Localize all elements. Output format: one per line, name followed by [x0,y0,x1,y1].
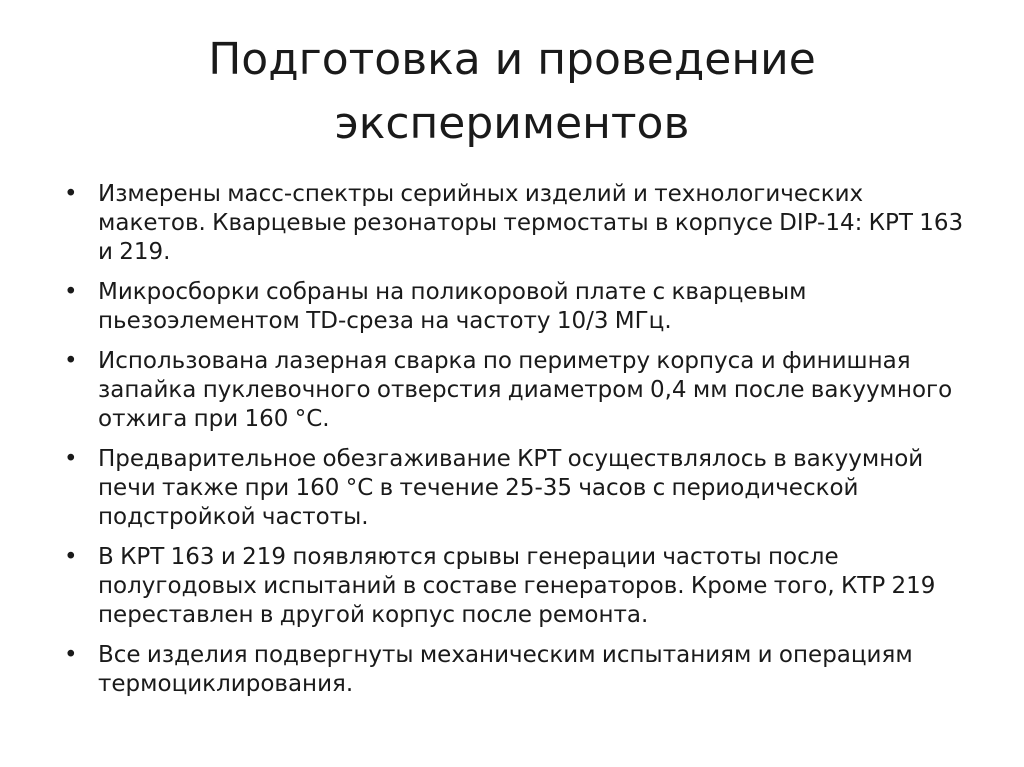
bullet-text: Все изделия подвергнуты механическим испытаниям и операциям термоциклирования. [98,642,913,697]
bullet-item [64,445,964,532]
slide-title-line-2: экспериментов [334,98,690,149]
bullet-text: Предварительное обезгаживание КРТ осуществлялось в вакуумной печи также при 160 °С в течение 25-35 часов с периодической подстройкой частоты. [98,446,924,530]
bullet-item [64,180,964,267]
slide-title [70,28,954,156]
bullet-item [64,641,964,699]
bullet-icon: • [64,446,78,472]
bullet-icon: • [64,348,78,374]
bullet-icon: • [64,544,78,570]
bullet-item [64,347,964,434]
bullet-text: Измерены масс-спектры серийных изделий и технологических макетов. Кварцевые резонаторы термостаты в корпусе DIP-14: КРТ 163 и 219. [98,181,964,265]
slide-title-line-1: Подготовка и проведение [208,34,816,85]
bullet-icon: • [64,642,78,668]
bullet-text: Использована лазерная сварка по периметру корпуса и финишная запайка пуклевочного отверстия диаметром 0,4 мм после вакуумного отжига при 160 °С. [98,348,953,432]
bullet-text: Микросборки собраны на поликоровой плате с кварцевым пьезоэлементом TD-среза на частоту 10/3 МГц. [98,279,807,334]
bullet-text: В КРТ 163 и 219 появляются срывы генерации частоты после полугодовых испытаний в составе генераторов. Кроме того, КТР 219 переставлен в другой корпус после ремонта. [98,544,936,628]
bullet-icon: • [64,181,78,207]
bullet-item [64,278,964,336]
bullet-icon: • [64,279,78,305]
bullet-list [64,180,964,710]
bullet-item [64,543,964,630]
